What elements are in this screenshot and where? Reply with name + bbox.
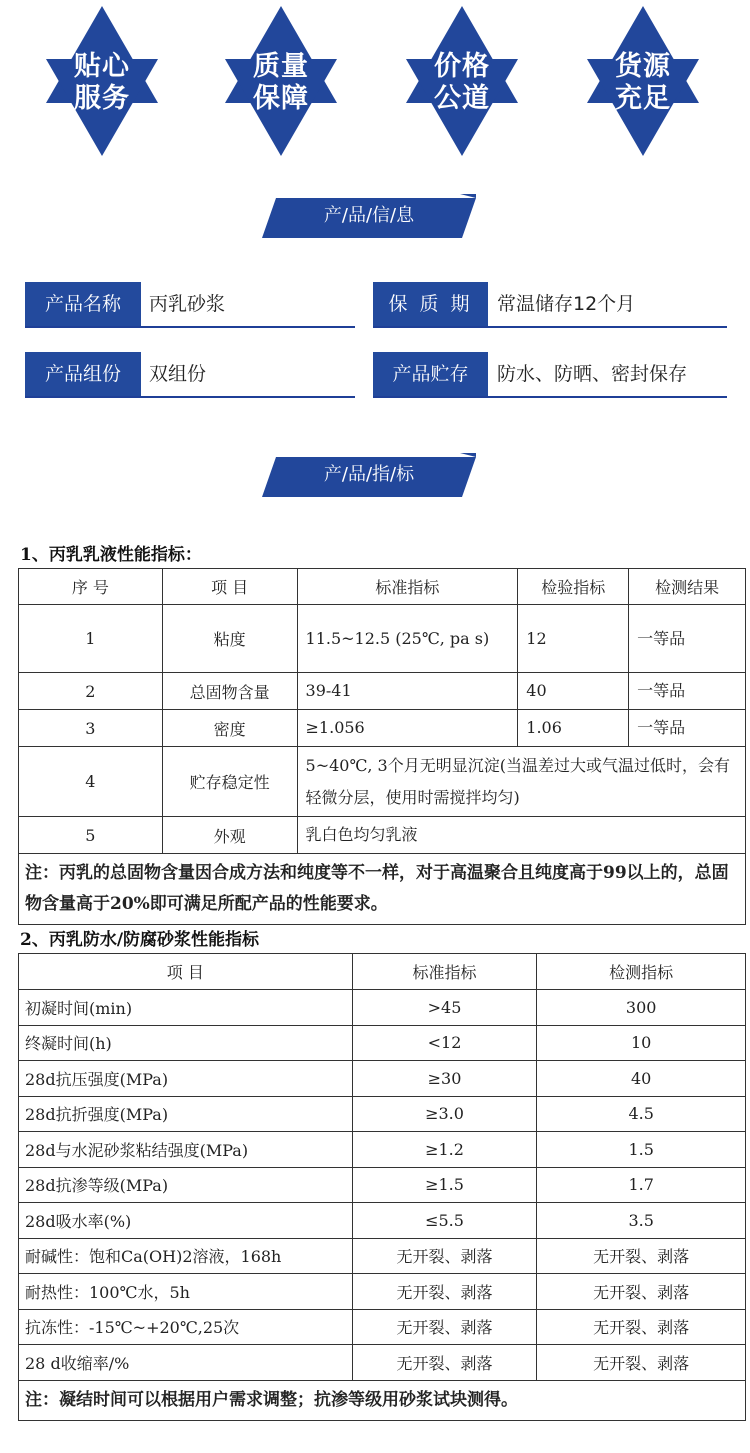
row-standard: 无开裂、剥落: [352, 1238, 537, 1274]
header-cell: 序 号: [19, 569, 163, 605]
row-standard: ≤5.5: [352, 1203, 537, 1239]
row-standard: <12: [352, 1025, 537, 1061]
badge-text: 贴心 服务: [74, 51, 130, 114]
table-row: [19, 605, 746, 673]
info-value: 丙乳砂浆: [149, 293, 226, 315]
row-item: 耐热性：100℃水，5h: [19, 1274, 353, 1310]
row-standard: ≥1.5: [352, 1167, 537, 1203]
row-item: 抗冻性：-15℃~+20℃,25次: [19, 1309, 353, 1345]
section-title: 产/品/信/息: [323, 205, 415, 226]
row-number: 5: [19, 817, 163, 854]
row-test-value: 无开裂、剥落: [537, 1274, 746, 1310]
table-row: [19, 990, 746, 1026]
table-row: [19, 1345, 746, 1381]
row-item: 28d抗折强度(MPa): [19, 1096, 353, 1132]
table2-note: 注：凝结时间可以根据用户需求调整；抗渗等级用砂浆试块测得。: [19, 1380, 746, 1420]
header-cell: 检测结果: [629, 569, 746, 605]
row-standard: 乳白色均匀乳液: [297, 817, 745, 854]
row-test-value: 300: [537, 990, 746, 1026]
table-row: [19, 710, 746, 747]
info-label: 产品名称: [25, 282, 141, 326]
table-row: [19, 1203, 746, 1239]
info-label: 产品组份: [25, 352, 141, 396]
badge-text: 货源 充足: [615, 51, 671, 114]
row-standard: 无开裂、剥落: [352, 1274, 537, 1310]
table-row: [19, 1274, 746, 1310]
table-note-row: [19, 1380, 746, 1420]
table2-heading: 2、丙乳防水/防腐砂浆性能指标: [20, 930, 260, 950]
row-standard: 39-41: [297, 673, 518, 710]
header-cell: 项 目: [19, 954, 353, 990]
row-standard: ≥1.056: [297, 710, 518, 747]
row-number: 4: [19, 747, 163, 817]
row-item: 外观: [162, 817, 297, 854]
row-number: 1: [19, 605, 163, 673]
table-header-row: [19, 954, 746, 990]
emulsion-spec-table: [18, 568, 746, 925]
row-number: 3: [19, 710, 163, 747]
row-test-value: 1.7: [537, 1167, 746, 1203]
info-label: 保 质 期: [373, 282, 488, 326]
header-cell: 标准指标: [297, 569, 518, 605]
row-standard: 11.5~12.5 (25℃, pa s): [297, 605, 518, 673]
badge-service: [37, 6, 167, 156]
table-header-row: [19, 569, 746, 605]
row-test-value: 40: [518, 673, 629, 710]
row-test-value: 4.5: [537, 1096, 746, 1132]
badge-text: 价格 公道: [434, 51, 490, 114]
header-cell: 检验指标: [518, 569, 629, 605]
row-test-value: 40: [537, 1061, 746, 1097]
row-result: 一等品: [629, 710, 746, 747]
row-standard: ≥3.0: [352, 1096, 537, 1132]
table-row: [19, 1238, 746, 1274]
row-test-value: 无开裂、剥落: [537, 1345, 746, 1381]
header-cell: 标准指标: [352, 954, 537, 990]
table-row: [19, 817, 746, 854]
info-row-composition: [25, 352, 355, 398]
table-row: [19, 747, 746, 817]
row-item: 耐碱性：饱和Ca(OH)2溶液，168h: [19, 1238, 353, 1274]
row-standard: >45: [352, 990, 537, 1026]
badge-quality: [216, 6, 346, 156]
info-row-storage: [373, 352, 727, 398]
row-test-value: 无开裂、剥落: [537, 1238, 746, 1274]
badge-supply: [578, 6, 708, 156]
row-standard: 5~40℃, 3个月无明显沉淀(当温差过大或气温过低时，会有轻微分层，使用时需搅拌均匀): [297, 747, 745, 817]
table-row: [19, 1167, 746, 1203]
table-row: [19, 673, 746, 710]
row-result: 一等品: [629, 605, 746, 673]
row-test-value: 12: [518, 605, 629, 673]
info-value: 防水、防晒、密封保存: [497, 363, 688, 385]
row-standard: 无开裂、剥落: [352, 1345, 537, 1381]
info-value: 常温储存12个月: [497, 293, 636, 315]
row-item: 初凝时间(min): [19, 990, 353, 1026]
row-item: 总固物含量: [162, 673, 297, 710]
row-test-value: 无开裂、剥落: [537, 1309, 746, 1345]
header-cell: 项 目: [162, 569, 297, 605]
section-title: 产/品/指/标: [323, 464, 415, 485]
row-standard: ≥30: [352, 1061, 537, 1097]
header-cell: 检测指标: [537, 954, 746, 990]
row-test-value: 10: [537, 1025, 746, 1061]
section-banner-spec: [262, 453, 476, 497]
table-row: [19, 1061, 746, 1097]
row-item: 贮存稳定性: [162, 747, 297, 817]
info-value: 双组份: [149, 363, 207, 385]
row-item: 密度: [162, 710, 297, 747]
table-row: [19, 1096, 746, 1132]
row-item: 28d抗渗等级(MPa): [19, 1167, 353, 1203]
badge-text: 质量 保障: [253, 51, 309, 114]
row-test-value: 1.06: [518, 710, 629, 747]
row-item: 28d抗压强度(MPa): [19, 1061, 353, 1097]
table-row: [19, 1309, 746, 1345]
table-row: [19, 1132, 746, 1168]
row-item: 粘度: [162, 605, 297, 673]
row-standard: 无开裂、剥落: [352, 1309, 537, 1345]
info-row-name: [25, 282, 355, 328]
row-test-value: 3.5: [537, 1203, 746, 1239]
row-item: 终凝时间(h): [19, 1025, 353, 1061]
row-test-value: 1.5: [537, 1132, 746, 1168]
mortar-spec-table: [18, 953, 746, 1421]
row-item: 28d与水泥砂浆粘结强度(MPa): [19, 1132, 353, 1168]
info-label: 产品贮存: [373, 352, 488, 396]
row-standard: ≥1.2: [352, 1132, 537, 1168]
row-number: 2: [19, 673, 163, 710]
info-row-shelf-life: [373, 282, 727, 328]
table-note-row: [19, 854, 746, 925]
table1-note: 注：丙乳的总固物含量因合成方法和纯度等不一样，对于高温聚合且纯度高于99以上的，总固物含量高于20%即可满足所配产品的性能要求。: [19, 854, 746, 925]
row-item: 28 d收缩率/%: [19, 1345, 353, 1381]
row-item: 28d吸水率(%): [19, 1203, 353, 1239]
section-banner-info: [262, 194, 476, 238]
badge-price: [397, 6, 527, 156]
row-result: 一等品: [629, 673, 746, 710]
table-row: [19, 1025, 746, 1061]
table1-heading: 1、丙乳乳液性能指标：: [20, 545, 202, 565]
